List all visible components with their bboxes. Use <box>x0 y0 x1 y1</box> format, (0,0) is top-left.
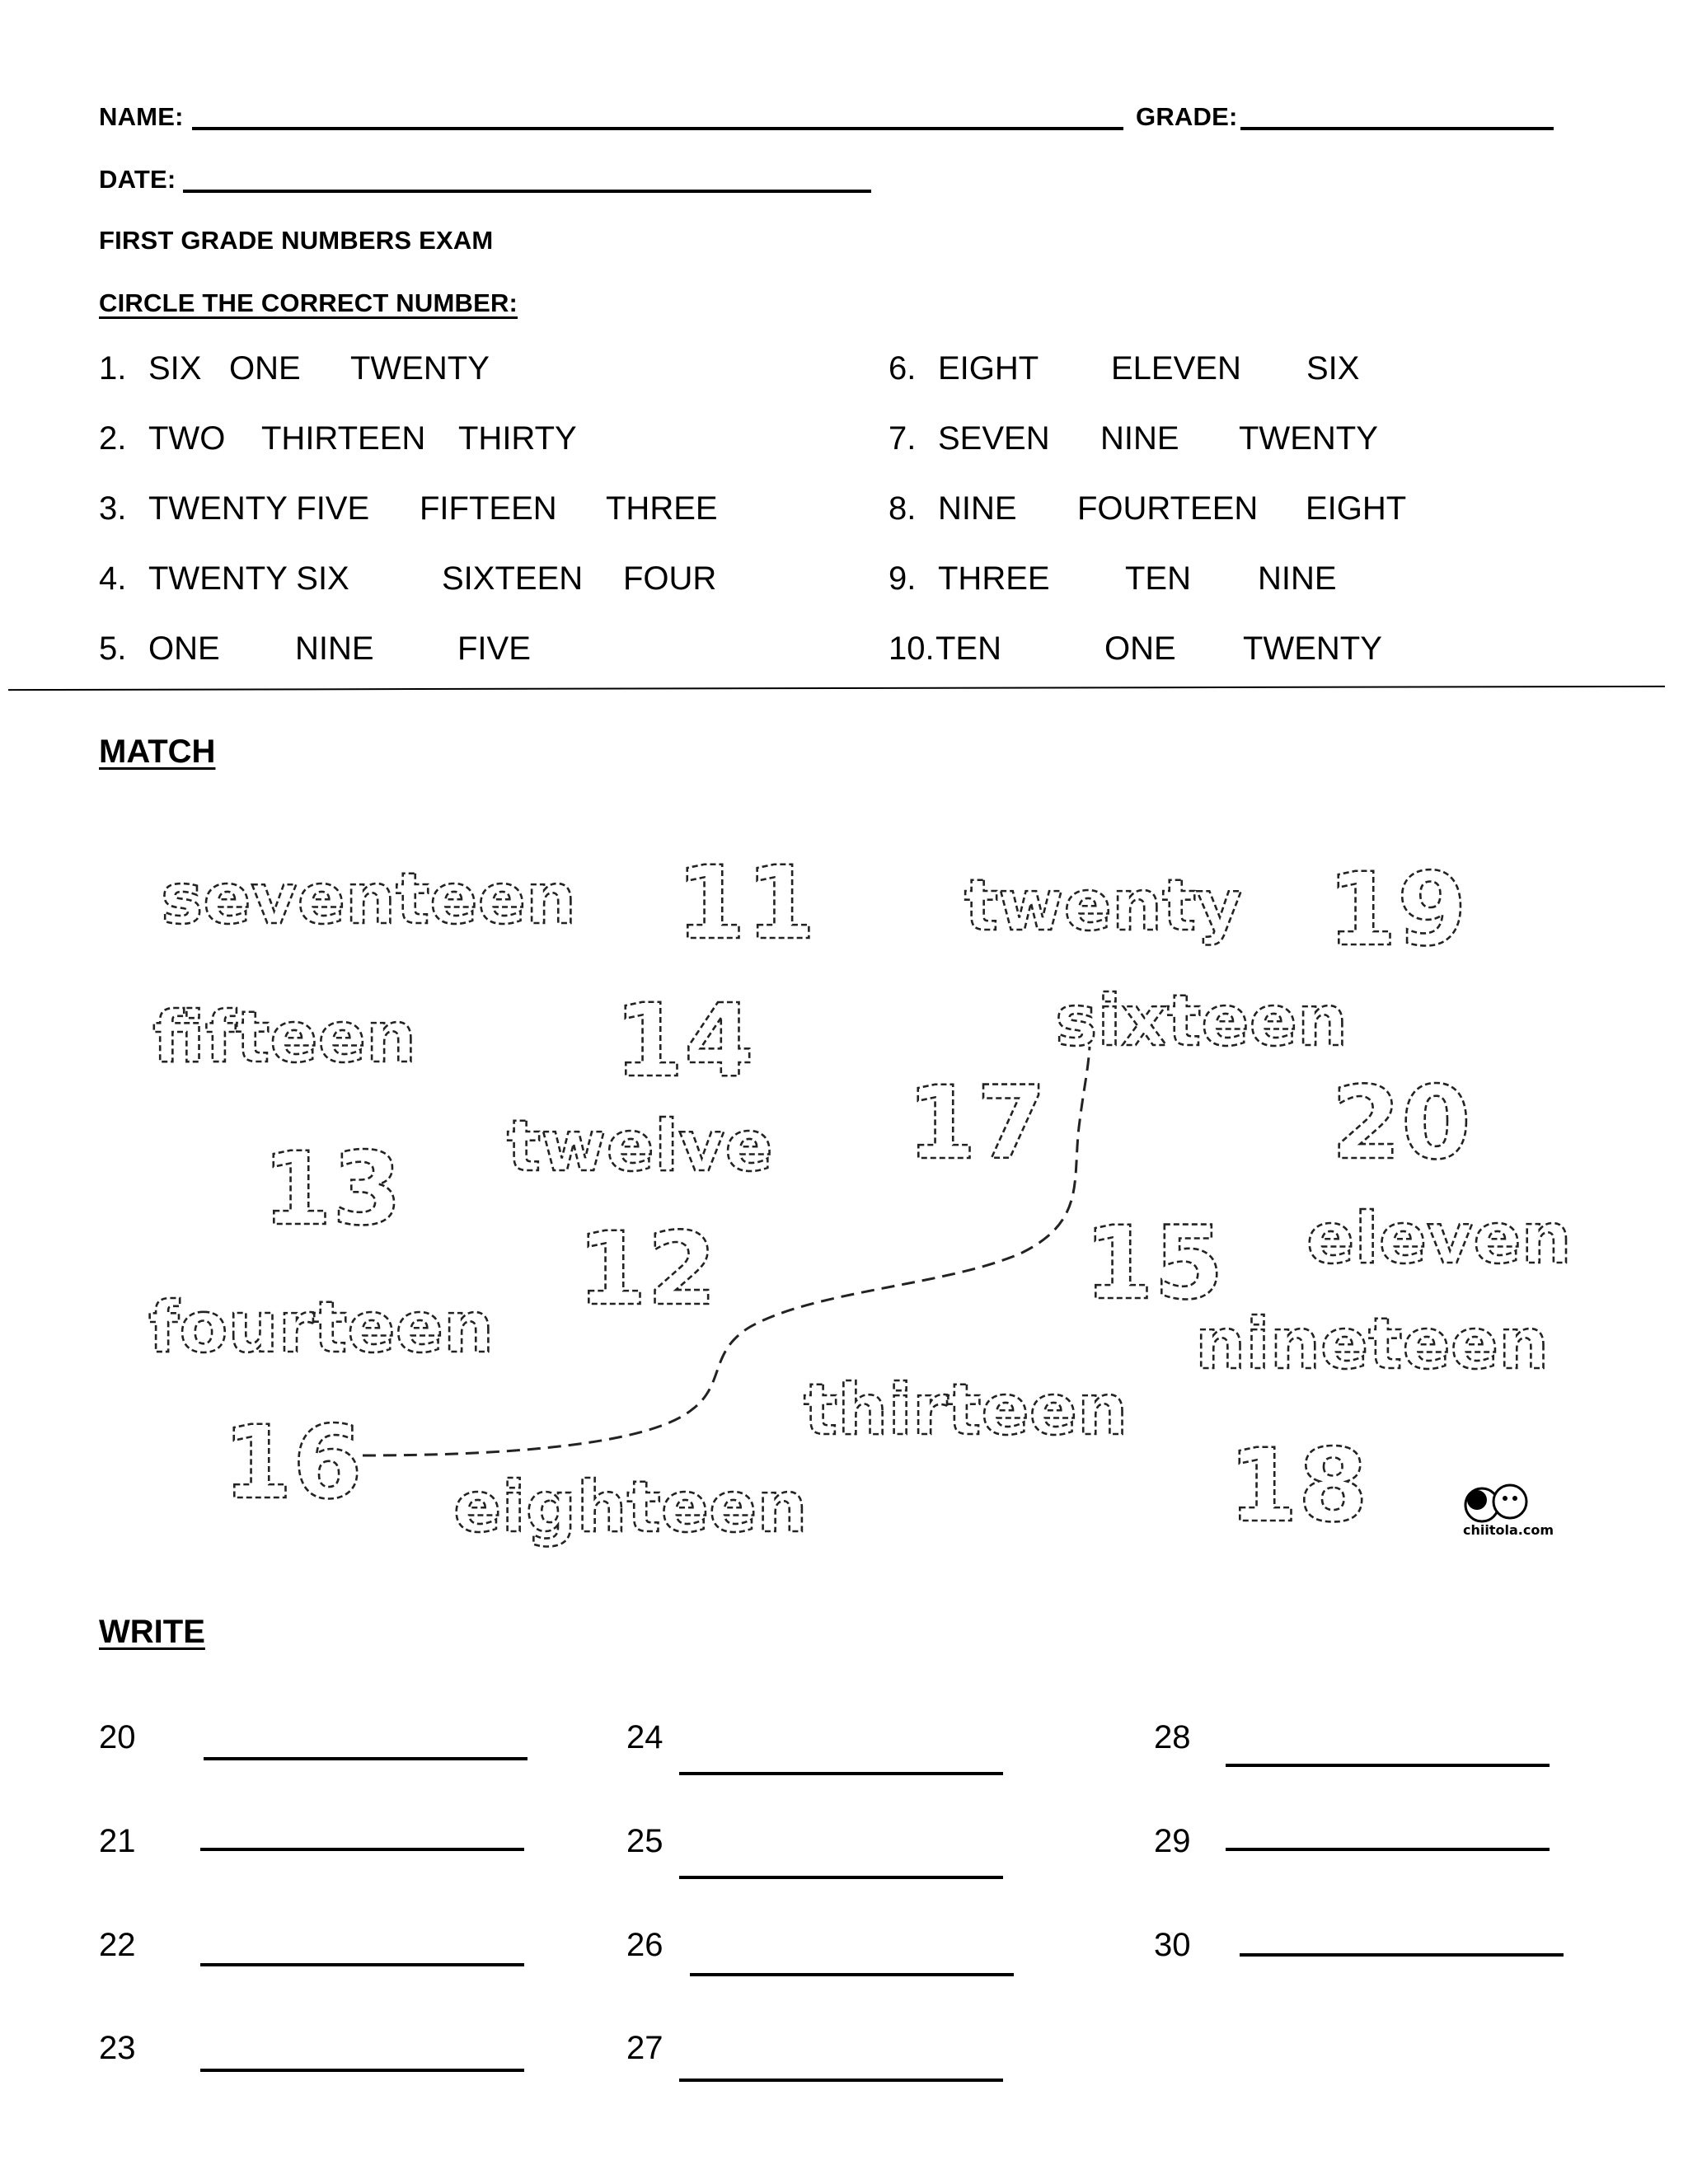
write-answer-line[interactable] <box>690 1973 1014 1976</box>
write-number: 25 <box>626 1823 663 1859</box>
question-number: 8. <box>889 490 917 527</box>
match-number-18[interactable]: 18 <box>1228 1427 1368 1544</box>
match-word-twelve[interactable]: twelve <box>507 1105 773 1188</box>
match-word-thirteen[interactable]: thirteen <box>804 1369 1128 1451</box>
write-answer-line[interactable] <box>1226 1764 1550 1767</box>
answer-option[interactable]: FIVE <box>457 630 531 667</box>
match-word-sixteen[interactable]: sixteen <box>1055 980 1348 1062</box>
chiitola-logo-text: chiitola.com <box>1463 1522 1554 1538</box>
answer-option[interactable]: SIX <box>148 350 202 387</box>
answer-option[interactable]: ONE <box>229 350 301 387</box>
answer-option[interactable]: ONE <box>1104 630 1176 667</box>
answer-option[interactable]: TWENTY <box>1239 420 1378 457</box>
circle-instruction: CIRCLE THE CORRECT NUMBER: <box>99 288 518 317</box>
match-number-16[interactable]: 16 <box>223 1404 363 1521</box>
chiitola-logo <box>1465 1485 1526 1521</box>
answer-option[interactable]: NINE <box>1100 420 1179 457</box>
match-number-14[interactable]: 14 <box>614 982 754 1099</box>
write-answer-line[interactable] <box>200 1848 524 1851</box>
match-number-12[interactable]: 12 <box>577 1211 717 1328</box>
answer-option[interactable]: TWENTY <box>350 350 490 387</box>
match-word-fourteen[interactable]: fourteen <box>148 1286 495 1369</box>
answer-option[interactable]: TEN <box>1125 560 1191 597</box>
write-number: 29 <box>1154 1823 1191 1859</box>
write-heading: WRITE <box>99 1614 205 1650</box>
match-word-twenty[interactable]: twenty <box>964 865 1243 947</box>
answer-option[interactable]: TWENTY SIX <box>148 560 349 597</box>
match-heading: MATCH <box>99 733 216 770</box>
write-number: 28 <box>1154 1719 1191 1755</box>
write-answer-line[interactable] <box>679 1876 1003 1879</box>
write-answer-line[interactable] <box>679 2079 1003 2082</box>
answer-option[interactable]: FIFTEEN <box>420 490 557 527</box>
answer-option[interactable]: NINE <box>1258 560 1337 597</box>
match-area <box>0 824 1688 1566</box>
answer-option[interactable]: TWO <box>148 420 226 457</box>
match-number-11[interactable]: 11 <box>676 845 816 962</box>
question-number: 7. <box>889 420 917 457</box>
answer-option[interactable]: FOUR <box>623 560 717 597</box>
match-number-20[interactable]: 20 <box>1331 1065 1471 1182</box>
answer-option[interactable]: SEVEN <box>938 420 1050 457</box>
date-field[interactable] <box>183 190 871 193</box>
question-number: 6. <box>889 350 917 387</box>
answer-option[interactable]: THREE <box>938 560 1050 597</box>
answer-option[interactable]: THIRTY <box>458 420 577 457</box>
question-number: 2. <box>99 420 127 457</box>
question-number: 5. <box>99 630 127 667</box>
write-number: 20 <box>99 1719 136 1755</box>
answer-option[interactable]: NINE <box>295 630 374 667</box>
answer-option[interactable]: TEN <box>935 630 1001 667</box>
date-label: DATE: <box>99 165 176 194</box>
question-number: 10. <box>889 630 935 667</box>
answer-option[interactable]: ELEVEN <box>1111 350 1241 387</box>
answer-option[interactable]: FOURTEEN <box>1077 490 1259 527</box>
name-label: NAME: <box>99 102 184 131</box>
write-answer-line[interactable] <box>679 1772 1003 1775</box>
match-word-eighteen[interactable]: eighteen <box>453 1466 808 1549</box>
answer-option[interactable]: EIGHT <box>938 350 1039 387</box>
question-number: 4. <box>99 560 127 597</box>
match-word-eleven[interactable]: eleven <box>1306 1197 1572 1280</box>
answer-option[interactable]: NINE <box>938 490 1017 527</box>
answer-option[interactable]: SIX <box>1306 350 1360 387</box>
answer-option[interactable]: TWENTY FIVE <box>148 490 370 527</box>
match-number-15[interactable]: 15 <box>1084 1205 1224 1322</box>
write-answer-line[interactable] <box>200 2069 524 2072</box>
exam-title: FIRST GRADE NUMBERS EXAM <box>99 226 494 255</box>
write-answer-line[interactable] <box>1226 1848 1550 1851</box>
write-number: 27 <box>626 2030 663 2066</box>
answer-option[interactable]: EIGHT <box>1306 490 1407 527</box>
section-divider <box>8 686 1665 691</box>
write-answer-line[interactable] <box>200 1963 524 1966</box>
match-word-seventeen[interactable]: seventeen <box>161 858 577 940</box>
answer-option[interactable]: SIXTEEN <box>442 560 584 597</box>
answer-option[interactable]: TWENTY <box>1243 630 1382 667</box>
match-number-17[interactable]: 17 <box>907 1065 1047 1182</box>
match-word-nineteen[interactable]: nineteen <box>1195 1303 1550 1385</box>
write-number: 23 <box>99 2030 136 2066</box>
name-field[interactable] <box>192 127 1123 130</box>
write-number: 30 <box>1154 1927 1191 1963</box>
question-number: 9. <box>889 560 917 597</box>
grade-label: GRADE: <box>1136 102 1238 131</box>
match-number-19[interactable]: 19 <box>1327 851 1467 968</box>
match-word-fifteen[interactable]: fifteen <box>152 996 417 1079</box>
write-number: 24 <box>626 1719 663 1755</box>
write-number: 26 <box>626 1927 663 1963</box>
match-number-13[interactable]: 13 <box>262 1131 402 1248</box>
write-answer-line[interactable] <box>204 1757 528 1760</box>
write-answer-line[interactable] <box>1240 1953 1564 1957</box>
answer-option[interactable]: THIRTEEN <box>261 420 426 457</box>
answer-option[interactable]: ONE <box>148 630 220 667</box>
answer-option[interactable]: THREE <box>606 490 718 527</box>
write-number: 22 <box>99 1927 136 1963</box>
question-number: 1. <box>99 350 127 387</box>
write-number: 21 <box>99 1823 136 1859</box>
grade-field[interactable] <box>1240 127 1554 130</box>
question-number: 3. <box>99 490 127 527</box>
